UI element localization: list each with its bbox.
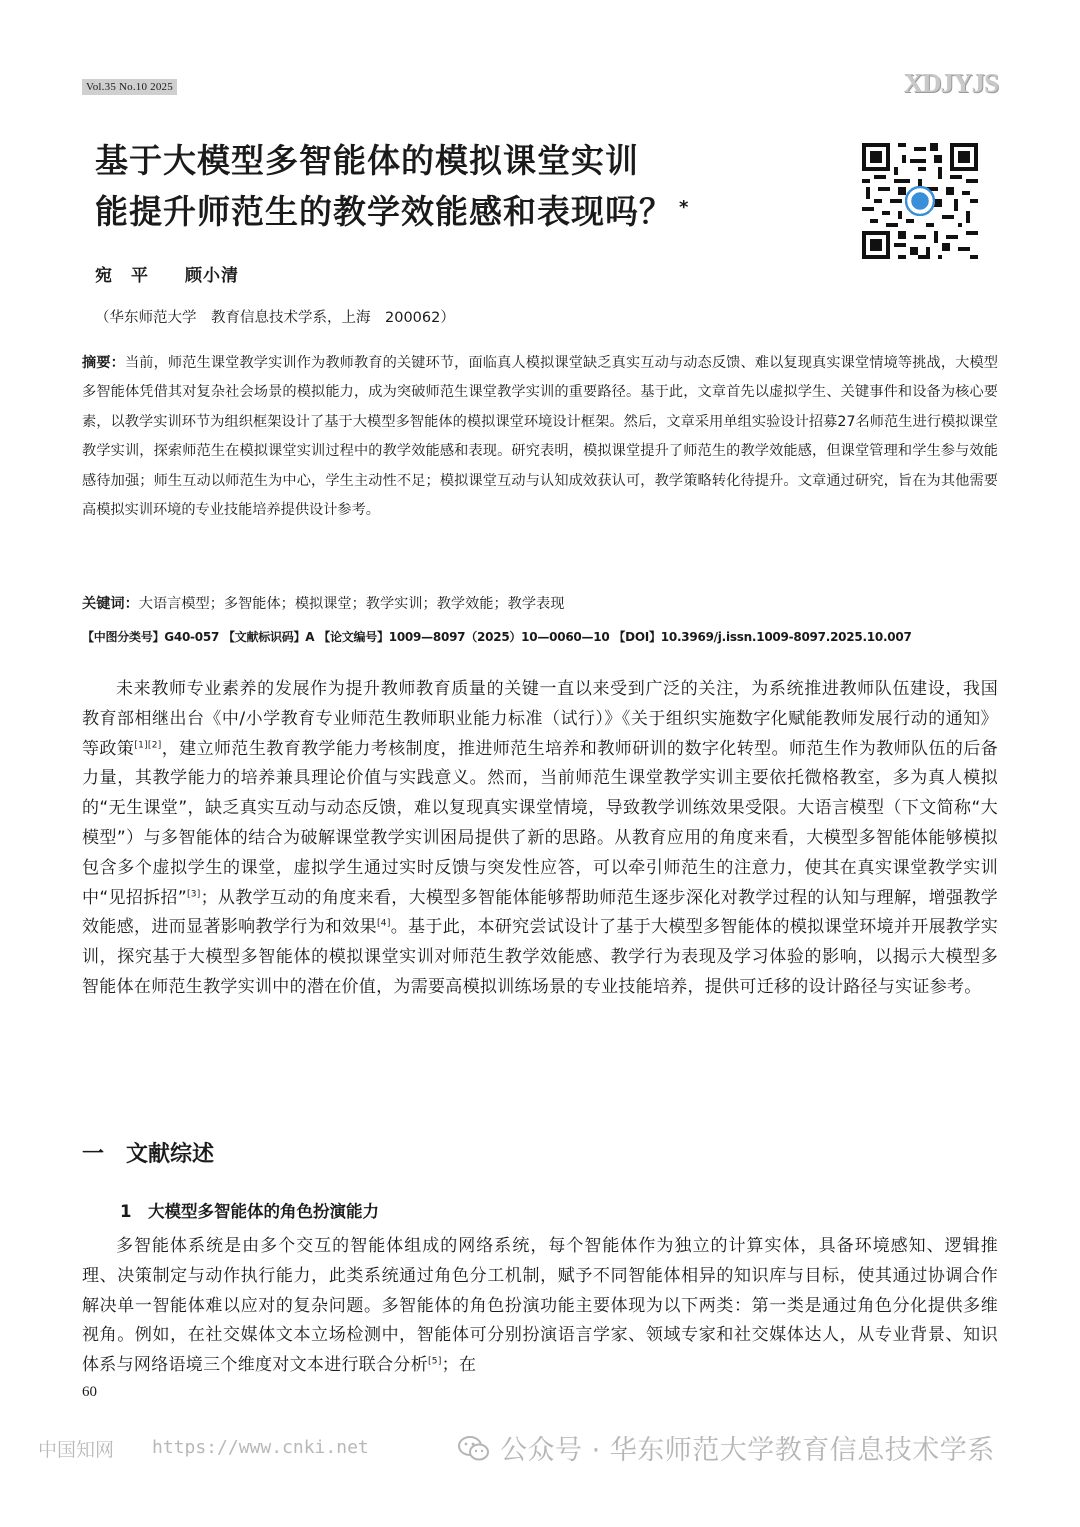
subsection-paragraph bbox=[82, 1232, 998, 1381]
abstract bbox=[82, 349, 998, 525]
section-heading: 一 文献综述 bbox=[82, 1142, 215, 1167]
citation-1-2[interactable]: [1][2] bbox=[134, 739, 162, 750]
subsection-text-1: 多智能体系统是由多个交互的智能体组成的网络系统，每个智能体作为独立的计算实体，具备环境感知、逻辑推理、决策制定与动作执行能力，此类系统通过角色分工机制，赋予不同智能体相异的知识库与目标，使其通过协调合作解决单一智能体难以应对的复杂问题。多智能体的角色扮演功能主要体现为以下两类：第一类是通过角色分化提供多维视角。例如，在社交媒体文本立场检测中，智能体可分别扮演语言学家、领域专家和社交媒体达人，从专业背景、知识体系与网络语境三个维度对文本进行联合分析 bbox=[82, 1236, 998, 1376]
wechat-icon bbox=[458, 1435, 490, 1463]
classification-line: 【中图分类号】G40-057 【文献标识码】A 【论文编号】1009—8097（2025）10—0060—10 【DOI】10.3969/j.issn.1009-8097.2025.10.007 bbox=[82, 630, 912, 644]
intro-text-2: ，建立师范生教育教学能力考核制度，推进师范生培养和教师研训的数字化转型。师范生作为教师队伍的后备力量，其教学能力的培养兼具理论价值与实践意义。然而，当前师范生课堂教学实训主要依托微格教室，多为真人模拟的“无生课堂”，缺乏真实互动与动态反馈，难以复现真实课堂情境，导致教学训练效果受限。大语言模型（下文简称“大模型”）与多智能体的结合为破解课堂教学实训困局提供了新的思路。从教育应用的角度来看，大模型多智能体能够模拟包含多个虚拟学生的课堂，虚拟学生通过实时反馈与突发性应答，可以牵引师范生的注意力，使其在真实课堂教学实训中“见招拆招” bbox=[82, 738, 998, 908]
citation-4[interactable]: [4] bbox=[377, 918, 391, 929]
journal-logo: XDJYJS bbox=[903, 68, 998, 98]
citation-3[interactable]: [3] bbox=[186, 888, 201, 899]
citation-5[interactable]: [5] bbox=[428, 1356, 442, 1367]
intro-text-1: 未来教师专业素养的发展作为提升教师教育质量的关键一直以来受到广泛的关注，为系统推进教师队伍建设，我国教育部相继出台《中/小学教育专业师范生教师职业能力标准（试行）》《关于组织实施数字化赋能教师发展行动的通知》等政策 bbox=[82, 679, 998, 759]
page-number: 60 bbox=[82, 1384, 97, 1400]
wechat-account-watermark: 公众号 · 华东师范大学教育信息技术学系 bbox=[500, 1435, 995, 1466]
intro-text-4: 。基于此，本研究尝试设计了基于大模型多智能体的模拟课堂环境并开展教学实训，探究基于大模型多智能体的模拟课堂实训对师范生教学效能感、教学行为表现及学习体验的影响，以揭示大模型多智能体在师范生教学实训中的潜在价值，为需要高模拟训练场景的专业技能培养，提供可迁移的设计路径与实证参考。 bbox=[82, 917, 998, 997]
intro-text-3: ；从教学互动的角度来看，大模型多智能体能够帮助师范生逐步深化对教学过程的认知与理解，增强教学效能感，进而显著影响教学行为和效果 bbox=[82, 887, 998, 938]
cnki-watermark: 中国知网 bbox=[38, 1439, 115, 1461]
article-authors: 宛 平 顾小清 bbox=[95, 266, 239, 286]
article-title bbox=[95, 135, 815, 237]
intro-paragraph bbox=[82, 675, 998, 1003]
journal-volume-label: Vol.35 No.10 2025 bbox=[82, 79, 177, 95]
qr-code-icon[interactable] bbox=[862, 143, 978, 259]
keywords bbox=[82, 593, 998, 613]
subsection-text-2: ；在 bbox=[441, 1355, 477, 1376]
keywords-label: 关键词： bbox=[82, 596, 139, 612]
abstract-text: 当前，师范生课堂教学实训作为教师教育的关键环节，面临真人模拟课堂缺乏真实互动与动态反馈、难以复现真实课堂情境等挑战，大模型多智能体凭借其对复杂社会场景的模拟能力，成为突破师范生课堂教学实训的重要路径。基于此，文章首先以虚拟学生、关键事件和设备为核心要素，以教学实训环节为组织框架设计了基于大模型多智能体的模拟课堂环境设计框架。然后，文章采用单组实验设计招募27名师范生进行模拟课堂教学实训，探索师范生在模拟课堂实训过程中的教学效能感和表现。研究表明，模拟课堂提升了师范生的教学效能感，但课堂管理和学生参与效能感待加强；师生互动以师范生为中心，学生主动性不足；模拟课堂互动与认知成效获认可，教学策略转化待提升。文章通过研究，旨在为其他需要高模拟实训环境的专业技能培养提供设计参考。 bbox=[82, 355, 998, 519]
title-line-1: 基于大模型多智能体的模拟课堂实训 bbox=[95, 141, 639, 180]
title-line-2 bbox=[95, 186, 815, 237]
title-line-2-text: 能提升师范生的教学效能感和表现吗？ bbox=[95, 192, 673, 231]
subsection-heading: 1 大模型多智能体的角色扮演能力 bbox=[120, 1202, 379, 1221]
author-affiliation: （华东师范大学 教育信息技术学系，上海 200062） bbox=[95, 310, 455, 326]
abstract-label: 摘要： bbox=[82, 355, 125, 371]
title-footnote-star: * bbox=[679, 197, 690, 218]
cnki-url[interactable]: https://www.cnki.net bbox=[152, 1437, 369, 1458]
keywords-text: 大语言模型；多智能体；模拟课堂；教学实训；教学效能；教学表现 bbox=[138, 596, 565, 612]
